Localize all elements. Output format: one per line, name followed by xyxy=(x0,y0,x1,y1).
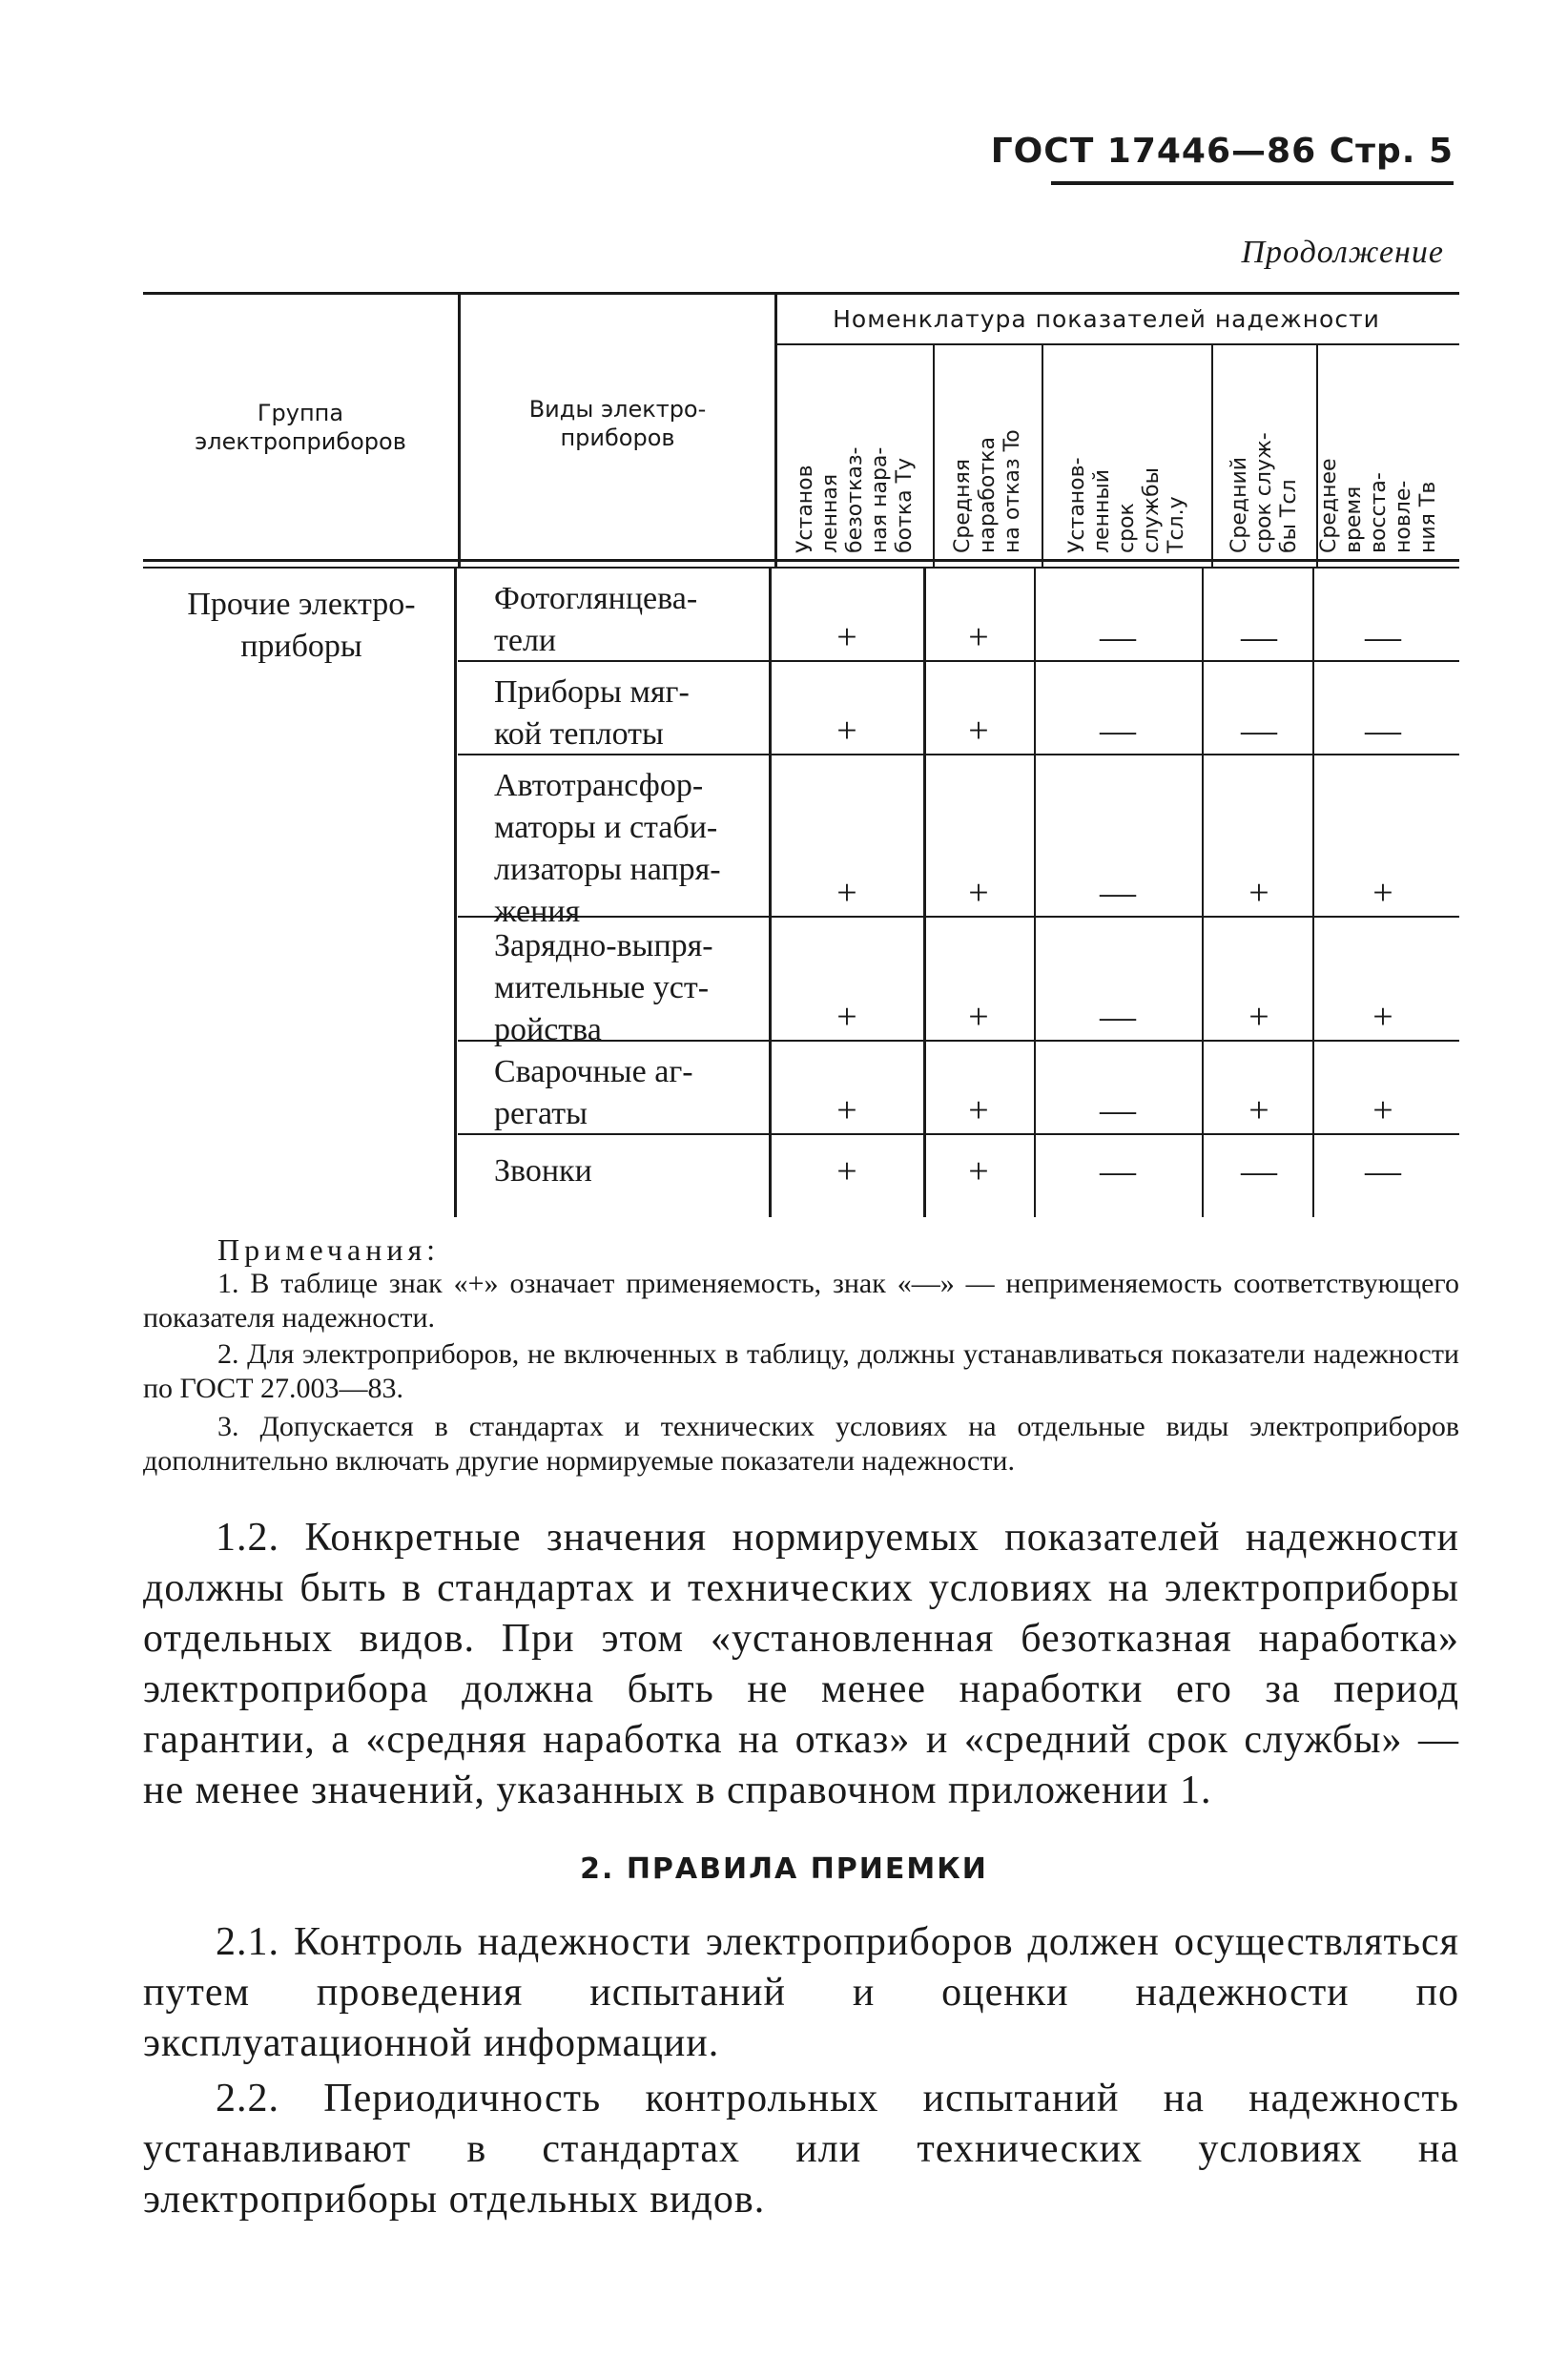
mark-cell: — xyxy=(1241,711,1277,751)
table-top-rule xyxy=(143,292,1459,295)
mark-cell: + xyxy=(1248,1090,1269,1130)
row-kind: Звонки xyxy=(494,1153,592,1189)
mark-cell: + xyxy=(1248,873,1269,913)
indicator-col-2 xyxy=(935,355,1042,557)
section-heading: 2. ПРАВИЛА ПРИЕМКИ xyxy=(580,1852,988,1886)
group-cell: Прочие электро- приборы xyxy=(187,587,416,664)
mark-cell: + xyxy=(1372,997,1393,1037)
row-kind: Зарядно-выпря- мительные уст- ройства xyxy=(494,928,713,1047)
row-kind: Фотоглянцева- тели xyxy=(494,581,698,658)
nomenclature-rule xyxy=(774,343,1459,345)
mark-cell: + xyxy=(968,1090,989,1130)
body-vrule-2 xyxy=(769,569,772,1217)
row-kind: Автотрансфор- маторы и стаби- лизаторы напря- жения xyxy=(494,768,721,929)
mark-cell: — xyxy=(1100,1151,1136,1191)
mark-cell: + xyxy=(1248,997,1269,1037)
note-2: 2. Для электроприборов, не включенных в таблицу, должны устанавливаться показатели надежности по ГОСТ 27.003—83. xyxy=(143,1338,1459,1404)
paragraph-2-1: 2.1. Контроль надежности электроприборов должен осуществляться путем проведения испытаний и оценки надежности по эксплуатационной информации. xyxy=(143,1920,1459,2065)
page-number: Стр. 5 xyxy=(1329,132,1454,171)
note-3: 3. Допускается в стандартах и технических условиях на отдельные виды электроприборов дополнительно включать другие нормируемые показатели надежности. xyxy=(143,1411,1459,1477)
body-vrule-3 xyxy=(923,569,926,1217)
mark-cell: + xyxy=(968,873,989,913)
note-1: 1. В таблице знак «+» означает применяемость, знак «—» — неприменяемость соответствующего показателя надежности. xyxy=(143,1268,1459,1334)
row-kind: Приборы мяг- кой теплоты xyxy=(494,674,690,752)
mark-cell: + xyxy=(968,1151,989,1191)
mark-cell: + xyxy=(836,711,857,751)
mark-cell: + xyxy=(836,1090,857,1130)
page-header xyxy=(991,132,1454,171)
mark-cell: — xyxy=(1100,997,1136,1037)
mark-cell: + xyxy=(968,997,989,1037)
notes-title: Примечания: xyxy=(217,1232,441,1267)
mark-cell: — xyxy=(1100,873,1136,913)
mark-cell: + xyxy=(968,711,989,751)
mark-cell: — xyxy=(1100,711,1136,751)
indicator-col-3 xyxy=(1043,355,1211,557)
mark-cell: — xyxy=(1365,1151,1401,1191)
mark-cell: — xyxy=(1365,617,1401,657)
indicator-label: Установ- ленный срок службы Tсл.у xyxy=(1065,457,1188,553)
mark-cell: + xyxy=(836,1151,857,1191)
mark-cell: + xyxy=(1372,1090,1393,1130)
row-kind: Сварочные аг- регаты xyxy=(494,1054,693,1131)
body-vrule-4 xyxy=(1034,569,1036,1217)
mark-cell: — xyxy=(1100,617,1136,657)
mark-cell: + xyxy=(836,997,857,1037)
col-header-group: Группа электроприборов xyxy=(195,400,406,455)
mark-cell: + xyxy=(836,873,857,913)
indicator-label: Установ ленная безотказ- ная нара- ботка Tу xyxy=(793,446,917,553)
body-vrule-5 xyxy=(1202,569,1204,1217)
header-rule xyxy=(1051,181,1454,185)
header-bottom-rule-2 xyxy=(143,567,1459,569)
nomenclature-header: Номенклатура показателей надежности xyxy=(833,305,1380,333)
indicator-col-4 xyxy=(1213,355,1316,557)
indicator-label: Средний срок служ- бы Tсл xyxy=(1228,432,1301,553)
standard-number: ГОСТ 17446—86 xyxy=(990,132,1317,171)
continuation-label: Продолжение xyxy=(1241,235,1444,270)
mark-cell: — xyxy=(1241,1151,1277,1191)
body-vrule-6 xyxy=(1312,569,1314,1217)
mark-cell: — xyxy=(1241,617,1277,657)
mark-cell: + xyxy=(968,617,989,657)
mark-cell: — xyxy=(1365,711,1401,751)
paragraph-2-2: 2.2. Периодичность контрольных испытаний на надежность устанавливают в стандартах или технических условиях на электроприборы отдельных видов. xyxy=(143,2077,1459,2222)
mark-cell: + xyxy=(1372,873,1393,913)
header-bottom-rule xyxy=(143,559,1459,562)
indicator-label: Среднее время восста- новле- ния Tв xyxy=(1317,458,1440,553)
col-header-kinds: Виды электро- приборов xyxy=(528,396,707,451)
mark-cell: + xyxy=(836,617,857,657)
paragraph-1-2: 1.2. Конкретные значения нормируемых показателей надежности должны быть в стандартах и технических условиях на электроприборы отдельных видов. При этом «установленная безотказная наработка» электроприбора должна быть не менее наработки его за период гарантии, а «средняя наработка на отказ» и «средний срок службы» — не менее значений, указанных в справочном приложении 1. xyxy=(143,1516,1459,1812)
mark-cell: — xyxy=(1100,1090,1136,1130)
indicator-col-1 xyxy=(777,355,933,557)
indicator-label: Средняя наработка на отказ To xyxy=(951,429,1024,553)
body-vrule-1 xyxy=(454,569,457,1217)
indicator-col-5 xyxy=(1318,355,1440,557)
